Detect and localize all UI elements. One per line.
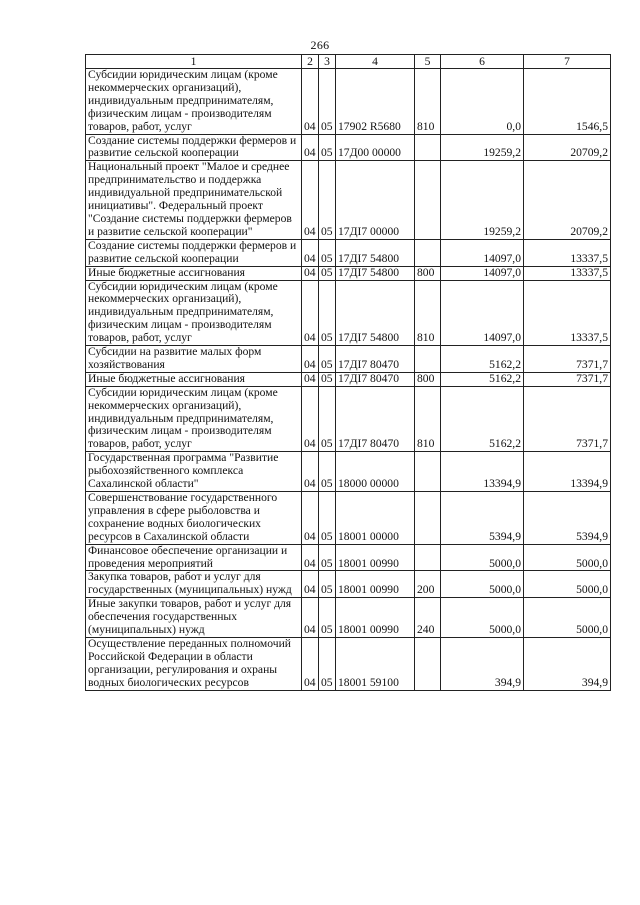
row-name: Иные бюджетные ассигнования: [86, 266, 302, 280]
row-name: Совершенствование государственного управления в сфере рыболовства и сохранение водных биологических ресурсов в Сахалинской области: [86, 492, 302, 545]
row-amount-2: 13394,9: [524, 452, 611, 492]
row-amount-2: 20709,2: [524, 161, 611, 239]
budget-table: [85, 54, 611, 691]
row-amount-2: 7371,7: [524, 372, 611, 386]
page-number: 266: [310, 38, 330, 52]
table-row: [86, 346, 611, 373]
row-section: 04: [302, 637, 319, 690]
row-expense-type: [415, 161, 441, 239]
row-section: 04: [302, 134, 319, 161]
row-name: Субсидии юридическим лицам (кроме некоммерческих организаций), индивидуальным предпринимателям, физическим лицам - производителям товаров, работ, услуг: [86, 386, 302, 452]
row-subsection: 05: [319, 492, 336, 545]
table-row: [86, 637, 611, 690]
row-amount-1: 14097,0: [441, 239, 524, 266]
row-amount-2: 7371,7: [524, 386, 611, 452]
row-expense-type: [415, 346, 441, 373]
row-section: 04: [302, 280, 319, 346]
row-section: 04: [302, 492, 319, 545]
row-target-code: 18001 00000: [336, 492, 415, 545]
row-target-code: 18001 00990: [336, 571, 415, 598]
row-name: Субсидии юридическим лицам (кроме некоммерческих организаций), индивидуальным предпринимателям, физическим лицам - производителям товаров, работ, услуг: [86, 69, 302, 135]
table-row: [86, 161, 611, 239]
row-expense-type: [415, 452, 441, 492]
row-subsection: 05: [319, 544, 336, 571]
row-subsection: 05: [319, 239, 336, 266]
row-amount-1: 5000,0: [441, 544, 524, 571]
row-target-code: 18000 00000: [336, 452, 415, 492]
row-target-code: 18001 00990: [336, 598, 415, 638]
row-target-code: 17ДI7 80470: [336, 372, 415, 386]
row-target-code: 17ДI7 80470: [336, 346, 415, 373]
row-section: 04: [302, 266, 319, 280]
row-amount-1: 0,0: [441, 69, 524, 135]
row-subsection: 05: [319, 134, 336, 161]
row-target-code: 17ДI7 00000: [336, 161, 415, 239]
row-name: Иные закупки товаров, работ и услуг для обеспечения государственных (муниципальных) нужд: [86, 598, 302, 638]
table-row: [86, 266, 611, 280]
table-row: [86, 598, 611, 638]
table-header: [86, 55, 611, 69]
row-name: Субсидии на развитие малых форм хозяйствования: [86, 346, 302, 373]
header-row: [86, 55, 611, 69]
row-section: 04: [302, 452, 319, 492]
header-col-1: 1: [86, 55, 302, 69]
row-subsection: 05: [319, 69, 336, 135]
row-amount-2: 5000,0: [524, 544, 611, 571]
row-amount-1: 13394,9: [441, 452, 524, 492]
row-amount-1: 14097,0: [441, 280, 524, 346]
row-amount-2: 5394,9: [524, 492, 611, 545]
row-expense-type: 810: [415, 280, 441, 346]
row-target-code: 17Д00 00000: [336, 134, 415, 161]
row-name: Закупка товаров, работ и услуг для государственных (муниципальных) нужд: [86, 571, 302, 598]
row-subsection: 05: [319, 571, 336, 598]
row-amount-1: 5394,9: [441, 492, 524, 545]
row-amount-2: 13337,5: [524, 280, 611, 346]
row-amount-1: 5000,0: [441, 598, 524, 638]
row-amount-2: 13337,5: [524, 239, 611, 266]
row-expense-type: [415, 134, 441, 161]
row-expense-type: [415, 544, 441, 571]
row-section: 04: [302, 598, 319, 638]
row-amount-2: 13337,5: [524, 266, 611, 280]
row-amount-1: 5000,0: [441, 571, 524, 598]
header-col-4: 4: [336, 55, 415, 69]
row-subsection: 05: [319, 386, 336, 452]
row-expense-type: 200: [415, 571, 441, 598]
row-name: Иные бюджетные ассигнования: [86, 372, 302, 386]
row-amount-1: 19259,2: [441, 134, 524, 161]
table-row: [86, 134, 611, 161]
row-name: Субсидии юридическим лицам (кроме некоммерческих организаций), индивидуальным предпринимателям, физическим лицам - производителям товаров, работ, услуг: [86, 280, 302, 346]
row-section: 04: [302, 346, 319, 373]
row-target-code: 17ДI7 54800: [336, 239, 415, 266]
row-target-code: 17ДI7 54800: [336, 280, 415, 346]
row-subsection: 05: [319, 161, 336, 239]
row-target-code: 17ДI7 80470: [336, 386, 415, 452]
row-target-code: 17ДI7 54800: [336, 266, 415, 280]
header-col-2: 2: [302, 55, 319, 69]
table-body: [86, 69, 611, 691]
row-amount-2: 5000,0: [524, 598, 611, 638]
row-target-code: 17902 R5680: [336, 69, 415, 135]
row-subsection: 05: [319, 372, 336, 386]
header-col-5: 5: [415, 55, 441, 69]
table-row: [86, 571, 611, 598]
row-amount-1: 5162,2: [441, 346, 524, 373]
row-subsection: 05: [319, 452, 336, 492]
row-section: 04: [302, 161, 319, 239]
row-expense-type: 810: [415, 386, 441, 452]
row-amount-1: 14097,0: [441, 266, 524, 280]
row-section: 04: [302, 239, 319, 266]
row-amount-2: 394,9: [524, 637, 611, 690]
table-row: [86, 386, 611, 452]
row-amount-2: 5000,0: [524, 571, 611, 598]
row-section: 04: [302, 69, 319, 135]
table-row: [86, 69, 611, 135]
row-name: Национальный проект "Малое и среднее предпринимательство и поддержка индивидуальной предпринимательской инициативы". Федеральный проект "Создание системы поддержки фермеров и развитие сельской кооперации": [86, 161, 302, 239]
row-expense-type: 800: [415, 266, 441, 280]
table-row: [86, 239, 611, 266]
row-section: 04: [302, 544, 319, 571]
row-section: 04: [302, 372, 319, 386]
table-row: [86, 452, 611, 492]
row-name: Государственная программа "Развитие рыбохозяйственного комплекса Сахалинской области": [86, 452, 302, 492]
row-subsection: 05: [319, 346, 336, 373]
row-amount-2: 1546,5: [524, 69, 611, 135]
row-subsection: 05: [319, 598, 336, 638]
row-subsection: 05: [319, 280, 336, 346]
row-expense-type: [415, 239, 441, 266]
row-name: Осуществление переданных полномочий Российской Федерации в области организации, регулирования и охраны водных биологических ресурсов: [86, 637, 302, 690]
row-amount-1: 5162,2: [441, 386, 524, 452]
row-name: Создание системы поддержки фермеров и развитие сельской кооперации: [86, 239, 302, 266]
row-target-code: 18001 59100: [336, 637, 415, 690]
table-row: [86, 372, 611, 386]
table-row: [86, 280, 611, 346]
row-amount-2: 20709,2: [524, 134, 611, 161]
row-expense-type: 800: [415, 372, 441, 386]
row-subsection: 05: [319, 637, 336, 690]
row-expense-type: 240: [415, 598, 441, 638]
header-col-6: 6: [441, 55, 524, 69]
row-name: Финансовое обеспечение организации и проведения мероприятий: [86, 544, 302, 571]
row-expense-type: 810: [415, 69, 441, 135]
table-row: [86, 544, 611, 571]
row-amount-1: 394,9: [441, 637, 524, 690]
row-amount-1: 5162,2: [441, 372, 524, 386]
row-amount-1: 19259,2: [441, 161, 524, 239]
row-target-code: 18001 00990: [336, 544, 415, 571]
header-col-3: 3: [319, 55, 336, 69]
row-amount-2: 7371,7: [524, 346, 611, 373]
row-expense-type: [415, 492, 441, 545]
header-col-7: 7: [524, 55, 611, 69]
row-name: Создание системы поддержки фермеров и развитие сельской кооперации: [86, 134, 302, 161]
row-expense-type: [415, 637, 441, 690]
row-section: 04: [302, 386, 319, 452]
row-subsection: 05: [319, 266, 336, 280]
table-row: [86, 492, 611, 545]
row-section: 04: [302, 571, 319, 598]
